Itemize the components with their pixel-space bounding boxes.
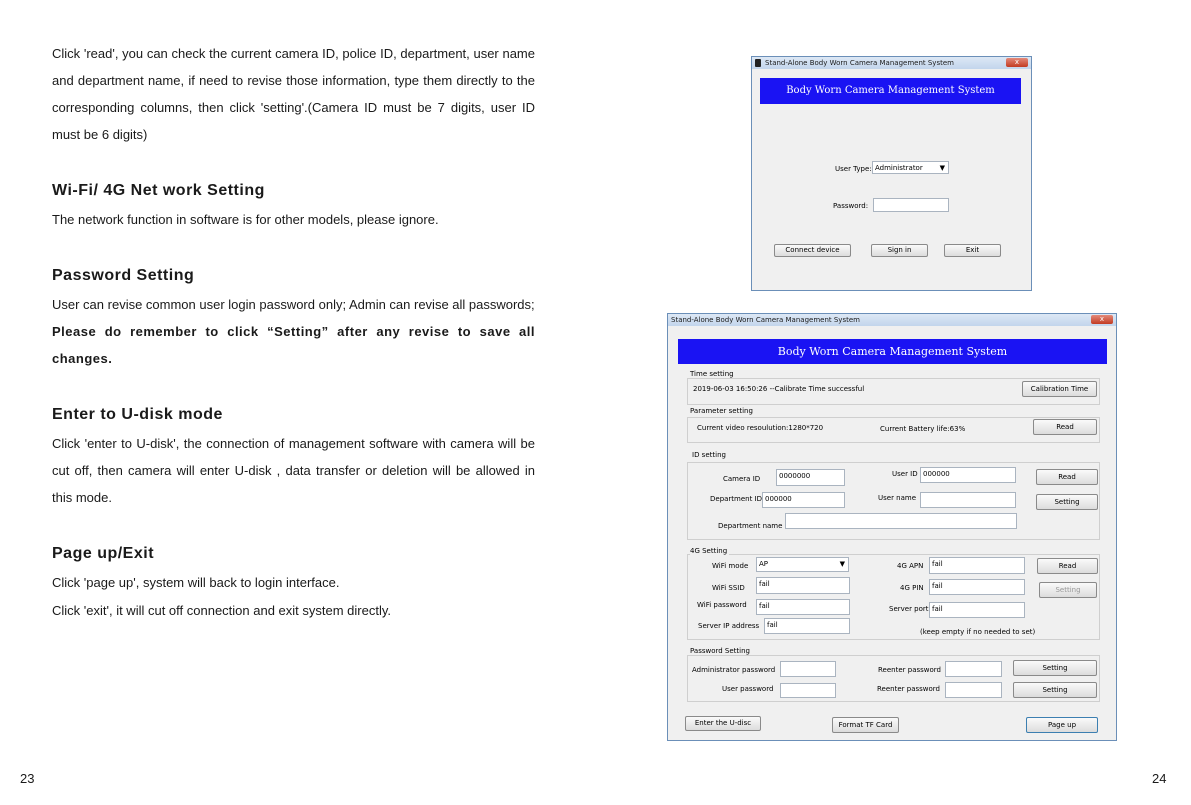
admin-password-label: Administrator password — [692, 666, 776, 674]
wifi-paragraph: The network function in software is for other models, please ignore. — [52, 212, 439, 227]
sign-in-button[interactable]: Sign in — [871, 244, 928, 257]
department-name-label: Department name — [718, 522, 783, 530]
4g-setting-button[interactable]: Setting — [1039, 582, 1097, 598]
camera-id-label: Camera ID — [723, 475, 761, 483]
pageup-heading: Page up/Exit — [52, 545, 155, 562]
login-banner: Body Worn Camera Management System — [760, 78, 1021, 104]
parameter-setting-title: Parameter setting — [690, 407, 753, 415]
parameter-read-button[interactable]: Read — [1033, 419, 1097, 435]
server-port-input[interactable]: fail — [929, 602, 1025, 618]
password-warning: Please do remember to click “Setting” after any revise to save all changes. — [52, 324, 535, 366]
pageup-paragraph-2: Click 'exit', it will cut off connection and exit system directly. — [52, 603, 391, 618]
id-setting-button[interactable]: Setting — [1036, 494, 1098, 510]
login-title: Stand-Alone Body Worn Camera Management System — [765, 59, 954, 67]
main-window — [667, 313, 1117, 741]
wifi-ssid-label: WiFi SSID — [712, 584, 745, 592]
login-window — [751, 56, 1032, 291]
page-number-left: 23 — [20, 771, 35, 786]
password-setting-title: Password Setting — [690, 647, 750, 655]
main-titlebar — [668, 314, 1116, 326]
time-status: 2019-06-03 16:50:26 --Calibrate Time successful — [693, 385, 865, 393]
time-setting-title: Time setting — [690, 370, 734, 378]
4g-apn-input[interactable]: fail — [929, 557, 1025, 574]
reenter-admin-password-input[interactable] — [945, 661, 1002, 677]
udisk-heading: Enter to U-disk mode — [52, 406, 223, 423]
user-id-input[interactable]: 000000 — [920, 467, 1016, 483]
format-tf-card-button[interactable]: Format TF Card — [832, 717, 899, 733]
enter-udisk-button[interactable]: Enter the U-disc — [685, 716, 761, 731]
user-name-input[interactable] — [920, 492, 1016, 508]
app-icon — [755, 59, 761, 67]
id-read-button[interactable]: Read — [1036, 469, 1098, 485]
user-name-label: User name — [878, 494, 917, 502]
user-id-label: User ID — [892, 470, 918, 478]
server-port-label: Server port — [889, 605, 929, 613]
4g-read-button[interactable]: Read — [1037, 558, 1098, 574]
calibration-time-button[interactable]: Calibration Time — [1022, 381, 1097, 397]
connect-device-button[interactable]: Connect device — [774, 244, 851, 257]
password-label: Password: — [833, 202, 869, 210]
page-up-button[interactable]: Page up — [1026, 717, 1098, 733]
server-ip-input[interactable]: fail — [764, 618, 850, 634]
id-setting-title: ID setting — [692, 451, 726, 459]
camera-id-input[interactable]: 0000000 — [776, 469, 845, 486]
password-heading: Password Setting — [52, 267, 195, 284]
wifi-ssid-input[interactable]: fail — [756, 577, 850, 594]
page-number-right: 24 — [1152, 771, 1167, 786]
4g-setting-title: 4G Setting — [690, 547, 728, 555]
close-icon[interactable]: x — [1006, 58, 1028, 67]
close-icon[interactable]: x — [1091, 315, 1113, 324]
4g-pin-input[interactable]: fail — [929, 579, 1025, 595]
battery-status: Current Battery life:63% — [880, 425, 966, 433]
4g-pin-label: 4G PIN — [900, 584, 924, 592]
user-password-input[interactable] — [780, 683, 836, 698]
wifi-heading: Wi-Fi/ 4G Net work Setting — [52, 182, 265, 199]
password-paragraph: User can revise common user login password only; Admin can revise all passwords; — [52, 297, 535, 312]
admin-password-input[interactable] — [780, 661, 836, 677]
server-ip-label: Server IP address — [698, 622, 760, 630]
reenter-user-password-input[interactable] — [945, 682, 1002, 698]
video-resolution: Current video resoulution:1280*720 — [697, 424, 824, 432]
user-type-select[interactable] — [872, 161, 949, 174]
department-id-input[interactable]: 000000 — [762, 492, 845, 508]
main-title: Stand-Alone Body Worn Camera Management System — [671, 316, 860, 324]
chevron-down-icon: ▼ — [939, 164, 945, 172]
user-type-label: User Type: — [835, 165, 872, 173]
password-input[interactable] — [873, 198, 949, 212]
main-banner: Body Worn Camera Management System — [678, 339, 1107, 364]
left-column — [52, 40, 535, 624]
pageup-paragraph-1: Click 'page up', system will back to login interface. — [52, 575, 340, 590]
admin-password-setting-button[interactable]: Setting — [1013, 660, 1097, 676]
login-titlebar — [752, 57, 1031, 69]
wifi-password-label: WiFi password — [697, 601, 747, 609]
4g-apn-label: 4G APN — [897, 562, 924, 570]
wifi-mode-value: AP — [759, 560, 769, 568]
keep-empty-note: (keep empty if no needed to set) — [920, 628, 1036, 636]
intro-paragraph: Click 'read', you can check the current camera ID, police ID, department, user name and department name, if need to revise those information, type them directly to the corresponding columns, then click 'setting'.(Camera ID must be 7 digits, user ID must be 6 digits) — [52, 46, 535, 142]
chevron-down-icon: ▼ — [839, 560, 845, 568]
user-password-setting-button[interactable]: Setting — [1013, 682, 1097, 698]
wifi-mode-label: WiFi mode — [712, 562, 749, 570]
department-name-input[interactable] — [785, 513, 1017, 529]
wifi-mode-select[interactable] — [756, 557, 849, 572]
reenter-password-label-2: Reenter password — [877, 685, 940, 693]
udisk-paragraph: Click 'enter to U-disk', the connection of management software with camera will be cut off, then camera will enter U-disk , data transfer or deletion will be allowed in this mode. — [52, 436, 535, 505]
user-type-value: Administrator — [875, 164, 923, 172]
user-password-label: User password — [722, 685, 774, 693]
exit-button[interactable]: Exit — [944, 244, 1001, 257]
department-id-label: Department ID — [710, 495, 763, 503]
wifi-password-input[interactable]: fail — [756, 599, 850, 615]
reenter-password-label-1: Reenter password — [878, 666, 941, 674]
